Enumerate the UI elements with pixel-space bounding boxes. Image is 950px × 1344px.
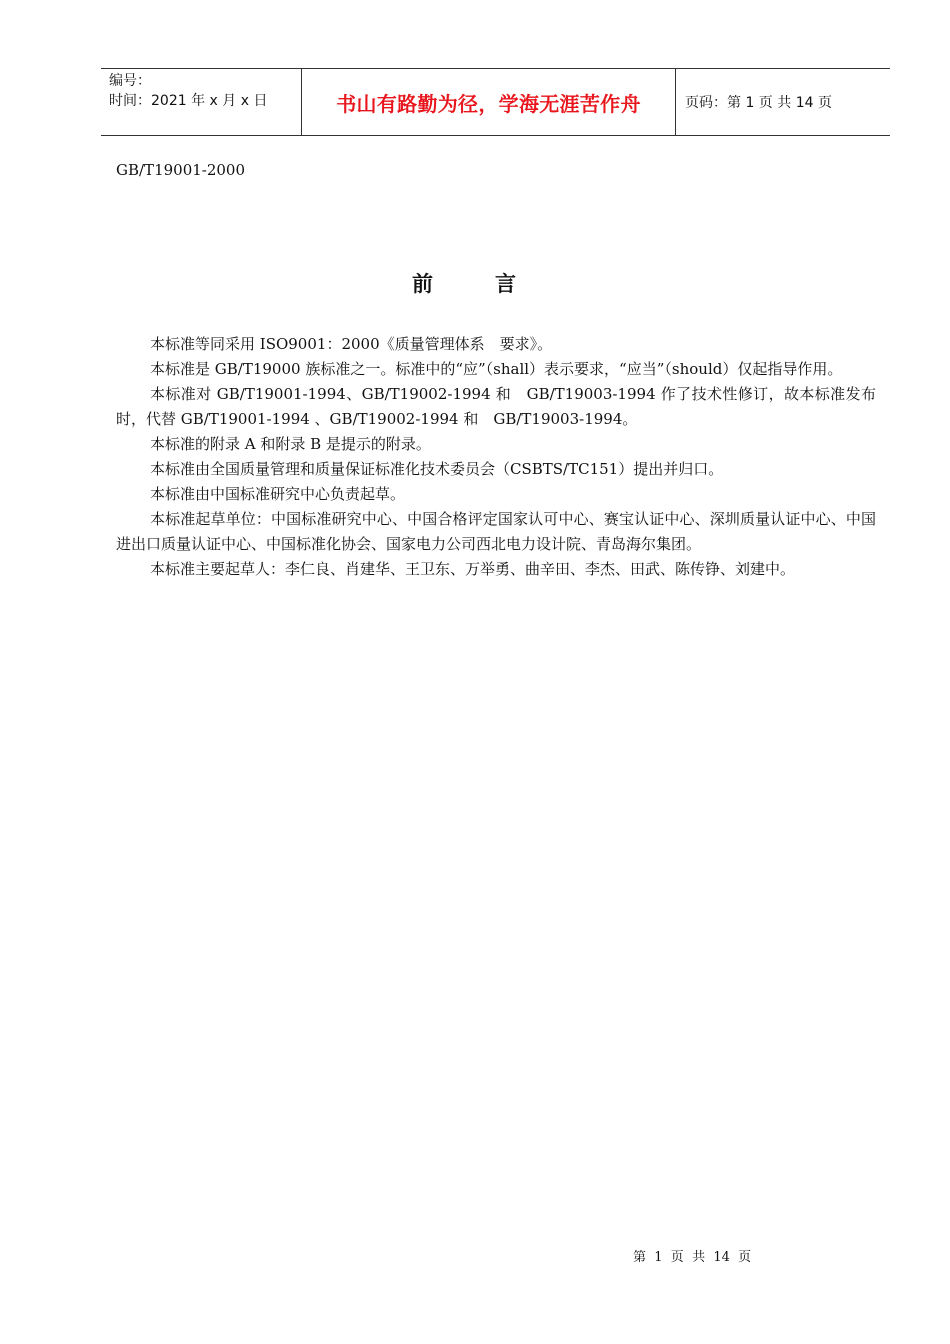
footer-page-number: 第 1 页 共 14 页 [633, 1250, 752, 1265]
header-table [101, 68, 890, 136]
date-label: 时间：2021 年 x 月 x 日 [109, 93, 268, 109]
paragraph: 本标准主要起草人：李仁良、肖建华、王卫东、万举勇、曲辛田、李杰、田武、陈传铮、刘建中。 [150, 560, 796, 578]
page-title: 前言 [412, 272, 578, 296]
paragraph: 本标准对 GB/T19001-1994、GB/T19002-1994 和 GB/T19003-1994 作了技术性修订，故本标准发布时，代替 GB/T19001-1994 、GB/T19002-1994 和 GB/T19003-1994。 [116, 385, 876, 428]
header-page-cell [676, 69, 890, 135]
paragraph: 本标准由中国标准研究中心负责起草。 [150, 485, 406, 503]
document-body [116, 332, 876, 582]
paragraph: 本标准等同采用 ISO9001：2000《质量管理体系 要求》。 [150, 335, 553, 353]
standard-code: GB/T19001-2000 [116, 161, 246, 179]
paragraph: 本标准起草单位：中国标准研究中心、中国合格评定国家认可中心、赛宝认证中心、深圳质量认证中心、中国进出口质量认证中心、中国标准化协会、国家电力公司西北电力设计院、青岛海尔集团。 [116, 510, 876, 553]
paragraph: 本标准的附录 A 和附录 B 是提示的附录。 [150, 435, 431, 453]
header-motto-cell [302, 69, 676, 135]
header-page-info: 页码：第 1 页 共 14 页 [685, 95, 832, 111]
header-meta-cell [101, 69, 302, 135]
serial-number-label: 编号： [109, 73, 151, 89]
paragraph: 本标准是 GB/T19000 族标准之一。标准中的“应”（shall）表示要求，“应当”（should）仅起指导作用。 [150, 360, 843, 378]
motto-text: 书山有路勤为径，学海无涯苦作舟 [336, 91, 641, 116]
paragraph: 本标准由全国质量管理和质量保证标准化技术委员会（CSBTS/TC151）提出并归口。 [150, 460, 724, 478]
